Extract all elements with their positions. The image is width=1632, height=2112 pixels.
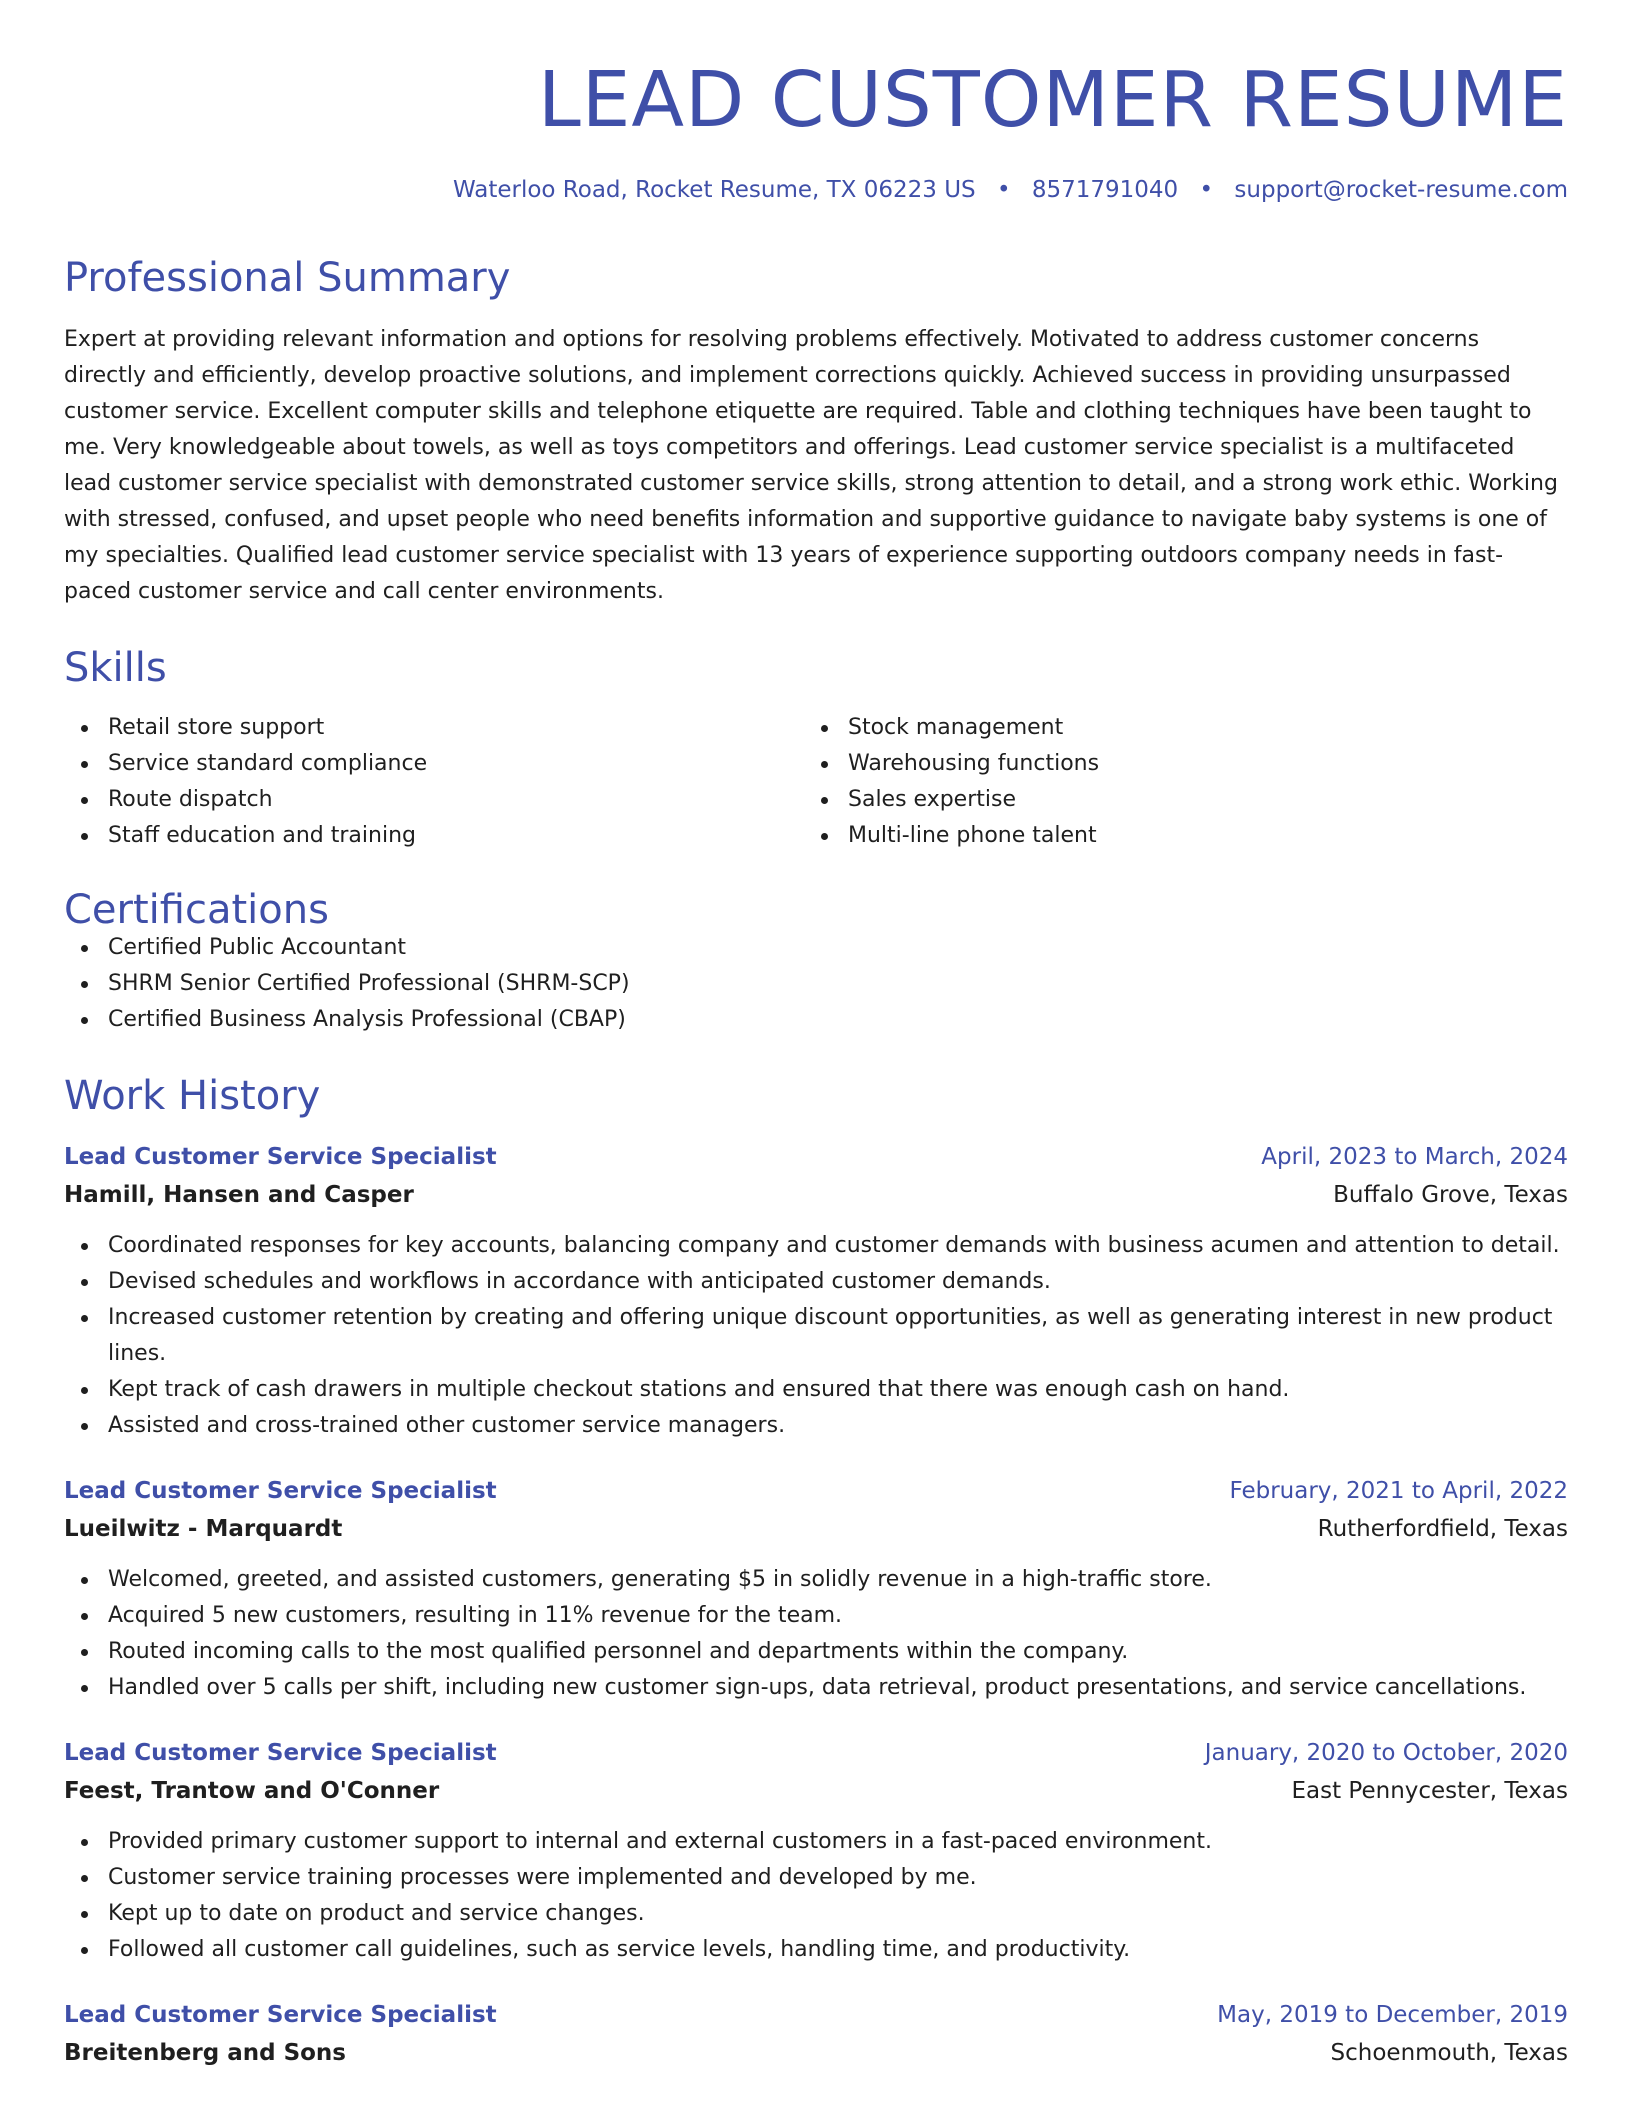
job-location: Rutherfordfield, Texas [1317, 1516, 1568, 1542]
job-company-row [64, 1772, 1568, 1810]
job-bullet: Coordinated responses for key accounts, balancing company and customer demands with business acumen and attention to detail. [64, 1228, 1568, 1264]
certifications-list [64, 930, 1568, 1038]
skills-heading: Skills [64, 645, 167, 691]
job-dates: April, 2023 to March, 2024 [1261, 1144, 1568, 1170]
job-title: Lead Customer Service Specialist [64, 1478, 497, 1504]
job-company: Breitenberg and Sons [64, 2040, 346, 2066]
certifications-heading: Certifications [64, 887, 329, 933]
job-bullet: Kept up to date on product and service changes. [64, 1896, 1568, 1932]
job-bullet: Kept track of cash drawers in multiple checkout stations and ensured that there was enough cash on hand. [64, 1372, 1568, 1408]
job-bullet: Increased customer retention by creating and offering unique discount opportunities, as well as generating interest in new product lines. [64, 1300, 1568, 1372]
job-bullet: Assisted and cross-trained other customer service managers. [64, 1408, 1568, 1444]
certification-item: Certified Public Accountant [64, 930, 1568, 966]
skills-column-left [64, 710, 804, 854]
job-bullet: Provided primary customer support to internal and external customers in a fast-paced environment. [64, 1824, 1568, 1860]
job-company: Feest, Trantow and O'Conner [64, 1778, 440, 1804]
job-bullet: Handled over 5 calls per shift, including new customer sign-ups, data retrieval, product presentations, and service cancellations. [64, 1670, 1568, 1706]
job-location: Schoenmouth, Texas [1330, 2040, 1568, 2066]
skills-list-right [804, 710, 1544, 854]
skills-column-right [804, 710, 1544, 854]
job-bullet: Routed incoming calls to the most qualified personnel and departments within the company. [64, 1634, 1568, 1670]
job-company-row [64, 1176, 1568, 1214]
skill-item: Staff education and training [64, 818, 804, 854]
job-title: Lead Customer Service Specialist [64, 2002, 497, 2028]
summary-heading: Professional Summary [64, 255, 511, 301]
job-company: Hamill, Hansen and Casper [64, 1182, 414, 1208]
certification-item: Certified Business Analysis Professional (CBAP) [64, 1002, 1568, 1038]
skills-grid [64, 710, 1568, 854]
contact-separator: • [996, 177, 1011, 203]
resume-name: LEAD CUSTOMER RESUME [537, 56, 1568, 145]
job-bullet: Followed all customer call guidelines, such as service levels, handling time, and productivity. [64, 1932, 1568, 1968]
job-bullets [64, 1824, 1568, 1968]
skill-item: Retail store support [64, 710, 804, 746]
job-title: Lead Customer Service Specialist [64, 1144, 497, 1170]
skill-item: Sales expertise [804, 782, 1544, 818]
contact-email: support@rocket-resume.com [1234, 177, 1568, 203]
job-dates: January, 2020 to October, 2020 [1204, 1740, 1568, 1766]
job-location: East Pennycester, Texas [1291, 1778, 1568, 1804]
job-company: Lueilwitz - Marquardt [64, 1516, 343, 1542]
skill-item: Stock management [804, 710, 1544, 746]
certification-item: SHRM Senior Certified Professional (SHRM-SCP) [64, 966, 1568, 1002]
job-location: Buffalo Grove, Texas [1333, 1182, 1568, 1208]
job-entry [64, 1734, 1568, 1968]
skill-item: Warehousing functions [804, 746, 1544, 782]
job-entry [64, 1472, 1568, 1706]
skill-item: Multi-line phone talent [804, 818, 1544, 854]
job-title-row [64, 1472, 1568, 1510]
contact-address: Waterloo Road, Rocket Resume, TX 06223 US [452, 177, 976, 203]
job-bullet: Acquired 5 new customers, resulting in 11% revenue for the team. [64, 1598, 1568, 1634]
skill-item: Service standard compliance [64, 746, 804, 782]
job-bullet: Devised schedules and workflows in accordance with anticipated customer demands. [64, 1264, 1568, 1300]
job-title: Lead Customer Service Specialist [64, 1740, 497, 1766]
job-company-row [64, 1510, 1568, 1548]
contact-line [64, 179, 1568, 202]
job-title-row [64, 1734, 1568, 1772]
summary-text: Expert at providing relevant information and options for resolving problems effectively. Motivated to address customer concerns directly and efficiently, develop proactive solutions, and implement corrections quickly. Achieved success in providing unsurpassed customer service. Excellent computer skills and telephone etiquette are required. Table and clothing techniques have been taught to me. Very knowledgeable about towels, as well as toys competitors and offerings. Lead customer service specialist is a multifaceted lead customer service specialist with demonstrated customer service skills, strong attention to detail, and a strong work ethic. Working with stressed, confused, and upset people who need benefits information and supportive guidance to navigate baby systems is one of my specialties. Qualified lead customer service specialist with 13 years of experience supporting outdoors company needs in fast-paced customer service and call center environments. [64, 327, 1558, 604]
job-company-row [64, 2034, 1568, 2072]
job-entry [64, 1996, 1568, 2072]
skill-item: Route dispatch [64, 782, 804, 818]
skills-list-left [64, 710, 804, 854]
job-bullets [64, 1562, 1568, 1706]
job-title-row [64, 1138, 1568, 1176]
job-entry [64, 1138, 1568, 1444]
job-dates: May, 2019 to December, 2019 [1217, 2002, 1568, 2028]
contact-phone: 8571791040 [1031, 177, 1179, 203]
job-title-row [64, 1996, 1568, 2034]
work-history-heading: Work History [64, 1073, 321, 1119]
contact-separator: • [1199, 177, 1214, 203]
job-bullet: Welcomed, greeted, and assisted customers, generating $5 in solidly revenue in a high-traffic store. [64, 1562, 1568, 1598]
job-dates: February, 2021 to April, 2022 [1229, 1478, 1568, 1504]
job-bullets [64, 1228, 1568, 1444]
job-bullet: Customer service training processes were implemented and developed by me. [64, 1860, 1568, 1896]
